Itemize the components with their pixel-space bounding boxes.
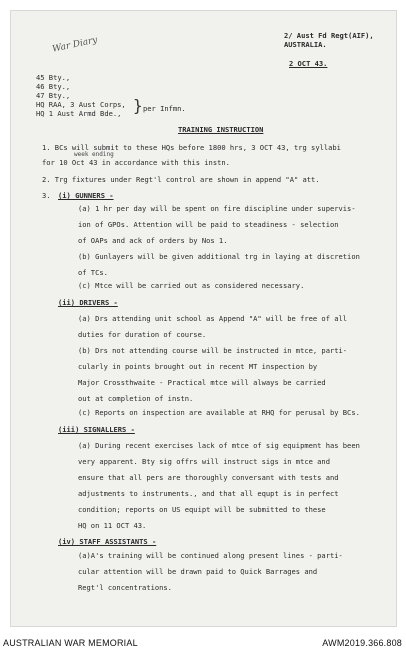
distribution-brace: }	[133, 96, 143, 115]
handwritten-annotation: War Diary	[51, 35, 99, 55]
paragraph-1: 1. BCs will submit to these HQs before 1800 hrs, 3 OCT 43, trg syllabi	[42, 143, 341, 152]
gunners-item-b: of TCs.	[78, 268, 108, 277]
paragraph-3-number: 3.	[42, 191, 51, 200]
gunners-item-a: (a) 1 hr per day will be spent on fire discipline under supervis-	[78, 204, 356, 213]
distribution-line: 47 Bty.,	[36, 91, 71, 100]
gunners-item-b: (b) Gunlayers will be given additional trg in laying at discretion	[78, 252, 360, 261]
paragraph-1-insert: week ending	[74, 151, 114, 158]
drivers-item-b: Major Crossthwaite - Practical mtce will always be carried	[78, 378, 326, 387]
section-gunners-heading: (i) GUNNERS -	[58, 191, 114, 200]
staff-item-a: cular attention will be drawn paid to Quick Barrages and	[78, 567, 318, 576]
header-date: 2 OCT 43.	[289, 59, 328, 68]
drivers-item-c: (c) Reports on inspection are available at RHQ for perusal by BCs.	[78, 408, 360, 417]
distribution-note: per Infmn.	[143, 104, 186, 113]
footer-credit: AUSTRALIAN WAR MEMORIAL	[3, 638, 138, 648]
drivers-item-b: (b) Drs not attending course will be instructed in mtce, parti-	[78, 346, 348, 355]
drivers-item-b: out at completion of instn.	[78, 394, 194, 403]
distribution-line: 46 Bty.,	[36, 82, 71, 91]
gunners-item-a: of OAPs and ack of orders by Nos 1.	[78, 236, 228, 245]
staff-item-a: (a)A's training will be continued along present lines - parti-	[78, 551, 343, 560]
distribution-line: HQ 1 Aust Armd Bde.,	[36, 109, 122, 118]
signallers-item-a: adjustments to instruments., and that all equpt is in perfect	[78, 489, 339, 498]
signallers-item-a: HQ on 11 OCT 43.	[78, 521, 147, 530]
document-title: TRAINING INSTRUCTION	[178, 125, 264, 134]
section-signallers-heading: (iii) SIGNALLERS -	[58, 425, 135, 434]
drivers-item-a: (a) Drs attending unit school as Append "A" will be free of all	[78, 314, 348, 323]
staff-item-a: Regt'l concentrations.	[78, 583, 172, 592]
section-staff-heading: (iv) STAFF ASSISTANTS -	[58, 537, 157, 546]
gunners-item-c: (c) Mtce will be carried out as considered necessary.	[78, 281, 305, 290]
signallers-item-a: (a) During recent exercises lack of mtce of sig equipment has been	[78, 441, 360, 450]
drivers-item-a: duties for duration of course.	[78, 330, 207, 339]
footer-accession-number: AWM2019.366.808	[322, 638, 402, 648]
section-drivers-heading: (ii) DRIVERS -	[58, 298, 118, 307]
paragraph-1: for 10 Oct 43 in accordance with this instn.	[42, 158, 230, 167]
header-unit: 2/ Aust Fd Regt(AIF),	[284, 31, 374, 40]
drivers-item-b: cularly in points brought out in recent MT inspection by	[78, 362, 318, 371]
signallers-item-a: very apparent. Bty sig offrs will instruct sigs in mtce and	[78, 457, 330, 466]
gunners-item-a: ion of GPOs. Attention will be paid to steadiness - selection	[78, 220, 339, 229]
signallers-item-a: ensure that all pers are thoroughly conversant with tests and	[78, 473, 339, 482]
distribution-line: 45 Bty.,	[36, 73, 71, 82]
header-country: AUSTRALIA.	[284, 40, 327, 49]
signallers-item-a: condition; reports on US equipt will be submitted to these	[78, 505, 326, 514]
distribution-line: HQ RAA, 3 Aust Corps,	[36, 100, 126, 109]
paragraph-2: 2. Trg fixtures under Regt'l control are shown in append "A" att.	[42, 175, 320, 184]
